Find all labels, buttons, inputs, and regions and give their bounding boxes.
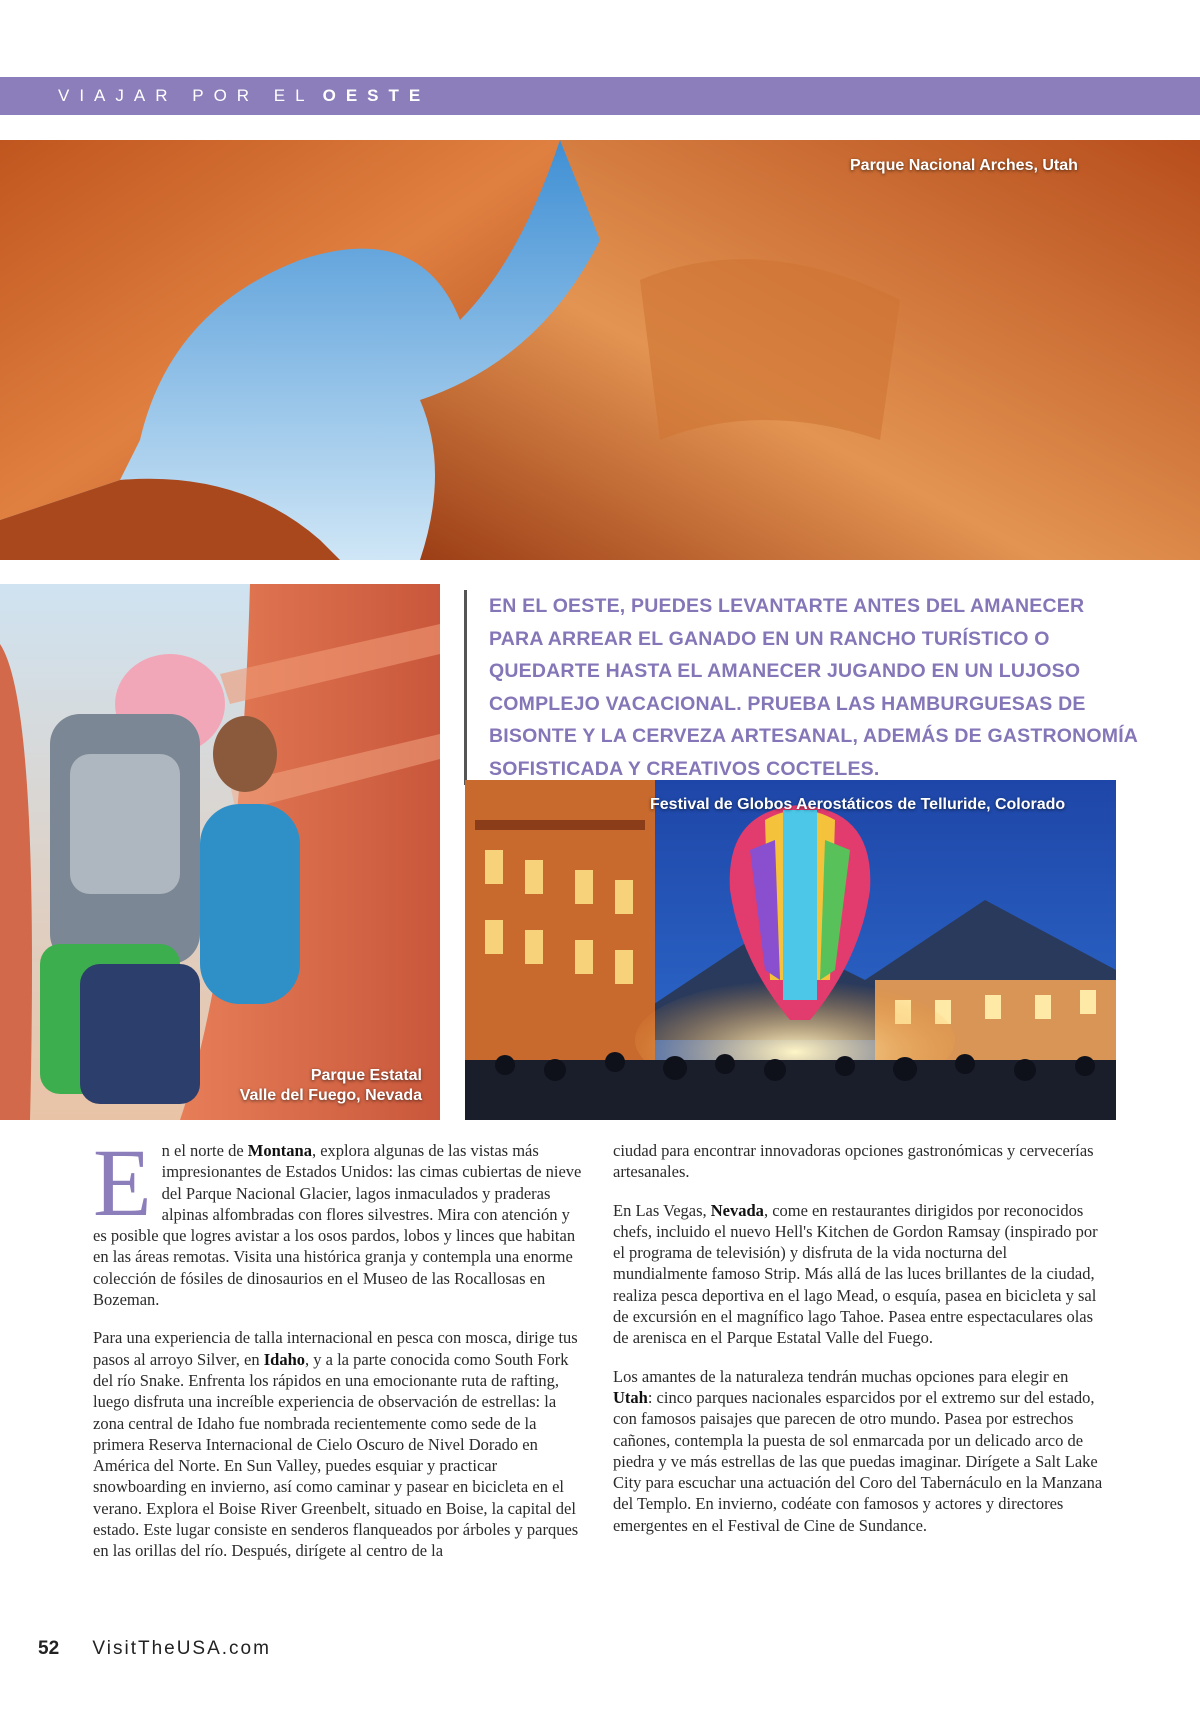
- valley-caption-line2: Valle del Fuego, Nevada: [239, 1087, 422, 1104]
- section-header-bold: OESTE: [322, 86, 431, 105]
- state-name-idaho: Idaho: [263, 1349, 305, 1369]
- website-url: VisitTheUSA.com: [92, 1638, 271, 1659]
- article-paragraph-utah: [613, 1366, 1103, 1536]
- valley-of-fire-photo: [0, 584, 440, 1120]
- article-paragraph-idaho: [93, 1327, 583, 1561]
- arches-photo: [0, 140, 1200, 560]
- section-header-prefix: VIAJAR POR EL: [58, 86, 315, 105]
- paragraph-text: , y a la parte conocida como South Fork del río Snake. Enfrenta los rápidos en una emocionante ruta de rafting, luego disfruta una increíble experiencia de observación de estrellas: la zona central de Idaho fue nombrada recientemente como sede de la primera Reserva Internacional de Cielo Oscuro de Nivel Dorado en América del Norte. En Sun Valley, puedes esquiar y practicar snowboarding en invierno, así como caminar y pasear en bicicleta en el verano. Explora el Boise River Greenbelt, situado en Boise, la capital del estado. Este lugar consiste en senderos flanqueados por árboles y parques en las orillas del río. Después, dirígete al centro de la: [93, 1349, 579, 1561]
- valley-caption-line1: Parque Estatal: [310, 1067, 422, 1084]
- paragraph-text: Los amantes de la naturaleza tendrán muchas opciones para elegir en: [613, 1366, 1069, 1386]
- page-number: 52: [38, 1638, 60, 1659]
- page-footer: [38, 1638, 271, 1660]
- valley-caption: [200, 1066, 422, 1106]
- telluride-balloon-photo: [465, 780, 1116, 1120]
- state-name-nevada: Nevada: [710, 1200, 764, 1220]
- paragraph-text: , come en restaurantes dirigidos por reconocidos chefs, incluido el nuevo Hell's Kitchen de Gordon Ramsay (inspirado por el programa de televisión) y disfruta de la vida nocturna del mundialmente famoso Strip. Más allá de las luces brillantes de la ciudad, realiza pesca deportiva en el lago Mead, o esquía, pasea en bicicleta y sal de excursión en el magnífico lago Tahoe. Pasea entre espectaculares olas de arenisca en el Parque Estatal Valle del Fuego.: [613, 1200, 1098, 1348]
- state-name-montana: Montana: [247, 1141, 312, 1160]
- article-paragraph-idaho-continued: ciudad para encontrar innovadoras opciones gastronómicas y cervecerías artesanales.: [613, 1141, 1094, 1182]
- paragraph-text: En Las Vegas,: [613, 1200, 711, 1220]
- pull-quote: EN EL OESTE, PUEDES LEVANTARTE ANTES DEL AMANECER PARA ARREAR EL GANADO EN UN RANCHO TURÍSTICO O QUEDARTE HASTA EL AMANECER JUGANDO EN UN LUJOSO COMPLEJO VACACIONAL. PRUEBA LAS HAMBURGUESAS DE BISONTE Y LA CERVEZA ARTESANAL, ADEMÁS DE GASTRONOMÍA SOFISTICADA Y CREATIVOS COCTELES.: [464, 590, 1144, 785]
- paragraph-text: n el norte de: [161, 1141, 248, 1160]
- paragraph-text: , explora algunas de las vistas más impresionantes de Estados Unidos: las cimas cubiertas de nieve del Parque Nacional Glacier, lagos inmaculados y praderas alpinas alfombradas con flores silvestres. Mira con atención y es posible que logres avistar a los osos pardos, lobos y linces que habitan en las áreas remotas. Visita una histórica granja y contempla una enorme colección de fósiles de dinosaurios en el Museo de las Rocallosas en Bozeman.: [93, 1141, 582, 1310]
- drop-cap: E: [93, 1129, 152, 1236]
- telluride-caption: Festival de Globos Aerostáticos de Telluride, Colorado: [650, 796, 1066, 813]
- paragraph-text: : cinco parques nacionales esparcidos por el extremo sur del estado, con famosos paisajes que parecen de otro mundo. Pasea por estrechos cañones, contempla la puesta de sol enmarcada por un delicado arco de piedra y ve más estrellas de las que puedas imaginar. Dirígete a Salt Lake City para escuchar una actuación del Coro del Tabernáculo en la Manzana del Templo. En invierno, codéate con famosos y actores y directores emergentes en el Festival de Cine de Sundance.: [613, 1387, 1103, 1535]
- article-column-right: [613, 1140, 1103, 1553]
- state-name-utah: Utah: [613, 1387, 648, 1407]
- section-header-bar: [0, 77, 1200, 115]
- article-paragraph-montana: [93, 1129, 583, 1310]
- arches-caption: Parque Nacional Arches, Utah: [850, 157, 1078, 174]
- article-paragraph-nevada: [613, 1200, 1103, 1349]
- article-column-left: [93, 1129, 583, 1579]
- paragraph-text: Para una experiencia de talla internacional en pesca con mosca, dirige tus pasos al arroyo Silver, en: [93, 1328, 578, 1369]
